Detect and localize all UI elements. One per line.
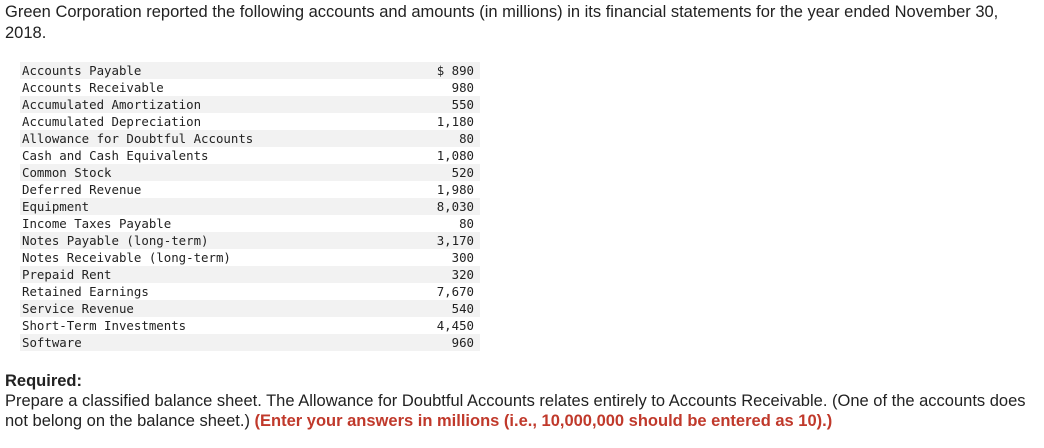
account-name: Accounts Payable xyxy=(20,62,404,79)
account-amount: 960 xyxy=(404,334,480,351)
required-section xyxy=(5,371,1041,431)
account-name: Equipment xyxy=(20,198,404,215)
account-name: Prepaid Rent xyxy=(20,266,404,283)
account-row xyxy=(20,96,480,113)
account-amount: 550 xyxy=(404,96,480,113)
account-amount: 980 xyxy=(404,79,480,96)
account-amount: 320 xyxy=(404,266,480,283)
account-name: Software xyxy=(20,334,404,351)
required-instruction: (Enter your answers in millions (i.e., 10,000,000 should be entered as 10).) xyxy=(254,412,833,430)
account-amount: 80 xyxy=(404,215,480,232)
account-amount: 7,670 xyxy=(404,283,480,300)
account-amount: 300 xyxy=(404,249,480,266)
account-row xyxy=(20,266,480,283)
account-name: Notes Payable (long-term) xyxy=(20,232,404,249)
account-row xyxy=(20,317,480,334)
account-row xyxy=(20,300,480,317)
account-name: Common Stock xyxy=(20,164,404,181)
account-name: Notes Receivable (long-term) xyxy=(20,249,404,266)
account-row xyxy=(20,181,480,198)
account-amount: 1,980 xyxy=(404,181,480,198)
account-name: Short-Term Investments xyxy=(20,317,404,334)
required-text: Prepare a classified balance sheet. The Allowance for Doubtful Accounts relates entirely to Accounts Receivable. (One of the accounts does not belong on the balance sheet.) xyxy=(5,392,1026,430)
account-row xyxy=(20,283,480,300)
account-name: Allowance for Doubtful Accounts xyxy=(20,130,404,147)
account-row xyxy=(20,334,480,351)
account-row xyxy=(20,113,480,130)
account-row xyxy=(20,164,480,181)
account-name: Accumulated Amortization xyxy=(20,96,404,113)
account-name: Cash and Cash Equivalents xyxy=(20,147,404,164)
accounts-table-body xyxy=(20,62,480,351)
account-row xyxy=(20,130,480,147)
account-row xyxy=(20,232,480,249)
account-amount: 3,170 xyxy=(404,232,480,249)
account-row xyxy=(20,147,480,164)
account-name: Service Revenue xyxy=(20,300,404,317)
account-amount: 1,080 xyxy=(404,147,480,164)
account-amount: 80 xyxy=(404,130,480,147)
account-amount: 8,030 xyxy=(404,198,480,215)
account-amount: 4,450 xyxy=(404,317,480,334)
account-name: Deferred Revenue xyxy=(20,181,404,198)
accounts-table xyxy=(20,62,480,351)
account-name: Income Taxes Payable xyxy=(20,215,404,232)
account-amount: 1,180 xyxy=(404,113,480,130)
required-heading: Required: xyxy=(5,372,83,390)
account-name: Accumulated Depreciation xyxy=(20,113,404,130)
account-row xyxy=(20,249,480,266)
account-row xyxy=(20,198,480,215)
account-name: Retained Earnings xyxy=(20,283,404,300)
account-row xyxy=(20,215,480,232)
account-amount: 520 xyxy=(404,164,480,181)
account-row xyxy=(20,79,480,96)
account-name: Accounts Receivable xyxy=(20,79,404,96)
account-amount: $ 890 xyxy=(404,62,480,79)
account-amount: 540 xyxy=(404,300,480,317)
problem-intro: Green Corporation reported the following accounts and amounts (in millions) in its financial statements for the year ended November 30, 2018. xyxy=(5,3,999,42)
account-row xyxy=(20,62,480,79)
